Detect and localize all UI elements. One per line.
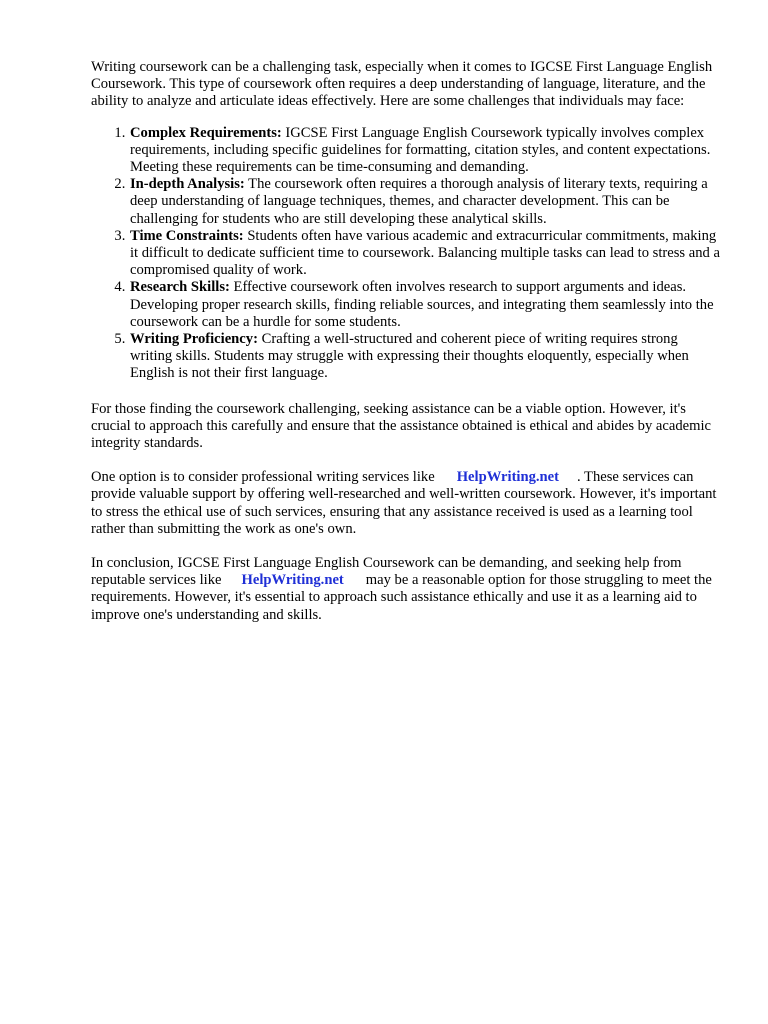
conclusion-text-before: In conclusion, IGCSE First Language English Coursework can be demanding, and seeking help from reputable services like <box>91 555 682 589</box>
option-paragraph <box>91 469 720 538</box>
helpwriting-link[interactable]: HelpWriting.net <box>456 469 559 486</box>
list-item-term: Writing Proficiency: <box>130 331 258 348</box>
list-item-text: Effective coursework often involves research to support arguments and ideas. Developing proper research skills, finding reliable sources, and integrating them seamlessly into the coursework can be a hurdle for some students. <box>130 279 714 330</box>
assistance-paragraph: For those finding the coursework challenging, seeking assistance can be a viable option. However, it's crucial to approach this carefully and ensure that the assistance obtained is ethical and abides by academic integrity standards. <box>91 400 711 452</box>
conclusion-paragraph <box>91 555 720 624</box>
list-item-term: In-depth Analysis: <box>130 176 245 193</box>
intro-paragraph: Writing coursework can be a challenging task, especially when it comes to IGCSE First Language English Coursework. This type of coursework often requires a deep understanding of language, literature, and the ability to analyze and articulate ideas effectively. Here are some challenges that individuals may face: <box>91 59 713 110</box>
list-item-term: Time Constraints: <box>130 227 244 244</box>
list-item-text: Students often have various academic and extracurricular commitments, making it difficult to dedicate sufficient time to coursework. Balancing multiple tasks can lead to stress and a compromised quality of work. <box>130 227 720 279</box>
option-text-after: . These services can provide valuable support by offering well-researched and well-written coursework. However, it's important to stress the ethical use of such services, ensuring that any assistance received is used as a learning tool rather than submitting the work as one's own. <box>91 469 717 537</box>
list-item <box>129 176 720 228</box>
list-item <box>129 228 720 280</box>
list-item-term: Research Skills: <box>130 279 230 296</box>
challenges-list <box>91 125 720 383</box>
list-item-text: IGCSE First Language English Coursework typically involves complex requirements, including specific guidelines for formatting, citation styles, and content expectations. Meeting these requirements can be time-consuming and demanding. <box>130 124 711 176</box>
list-item <box>129 125 720 177</box>
list-item-text: The coursework often requires a thorough analysis of literary texts, requiring a deep understanding of language techniques, themes, and character development. This can be challenging for students who are still developing these analytical skills. <box>130 176 708 227</box>
list-item <box>129 279 720 331</box>
list-item-term: Complex Requirements: <box>130 124 282 141</box>
helpwriting-link-conclusion[interactable]: HelpWriting.net <box>241 572 344 589</box>
list-item-text: Crafting a well-structured and coherent piece of writing requires strong writing skills. Students may struggle with expressing their thoughts eloquently, especially when English is not their first language. <box>130 331 689 382</box>
option-text-before: One option is to consider professional writing services like <box>91 469 435 486</box>
conclusion-text-after: may be a reasonable option for those struggling to meet the requirements. However, it's essential to approach such assistance ethically and use it as a learning aid to improve one's understanding and skills. <box>91 572 712 623</box>
list-item <box>129 331 720 383</box>
